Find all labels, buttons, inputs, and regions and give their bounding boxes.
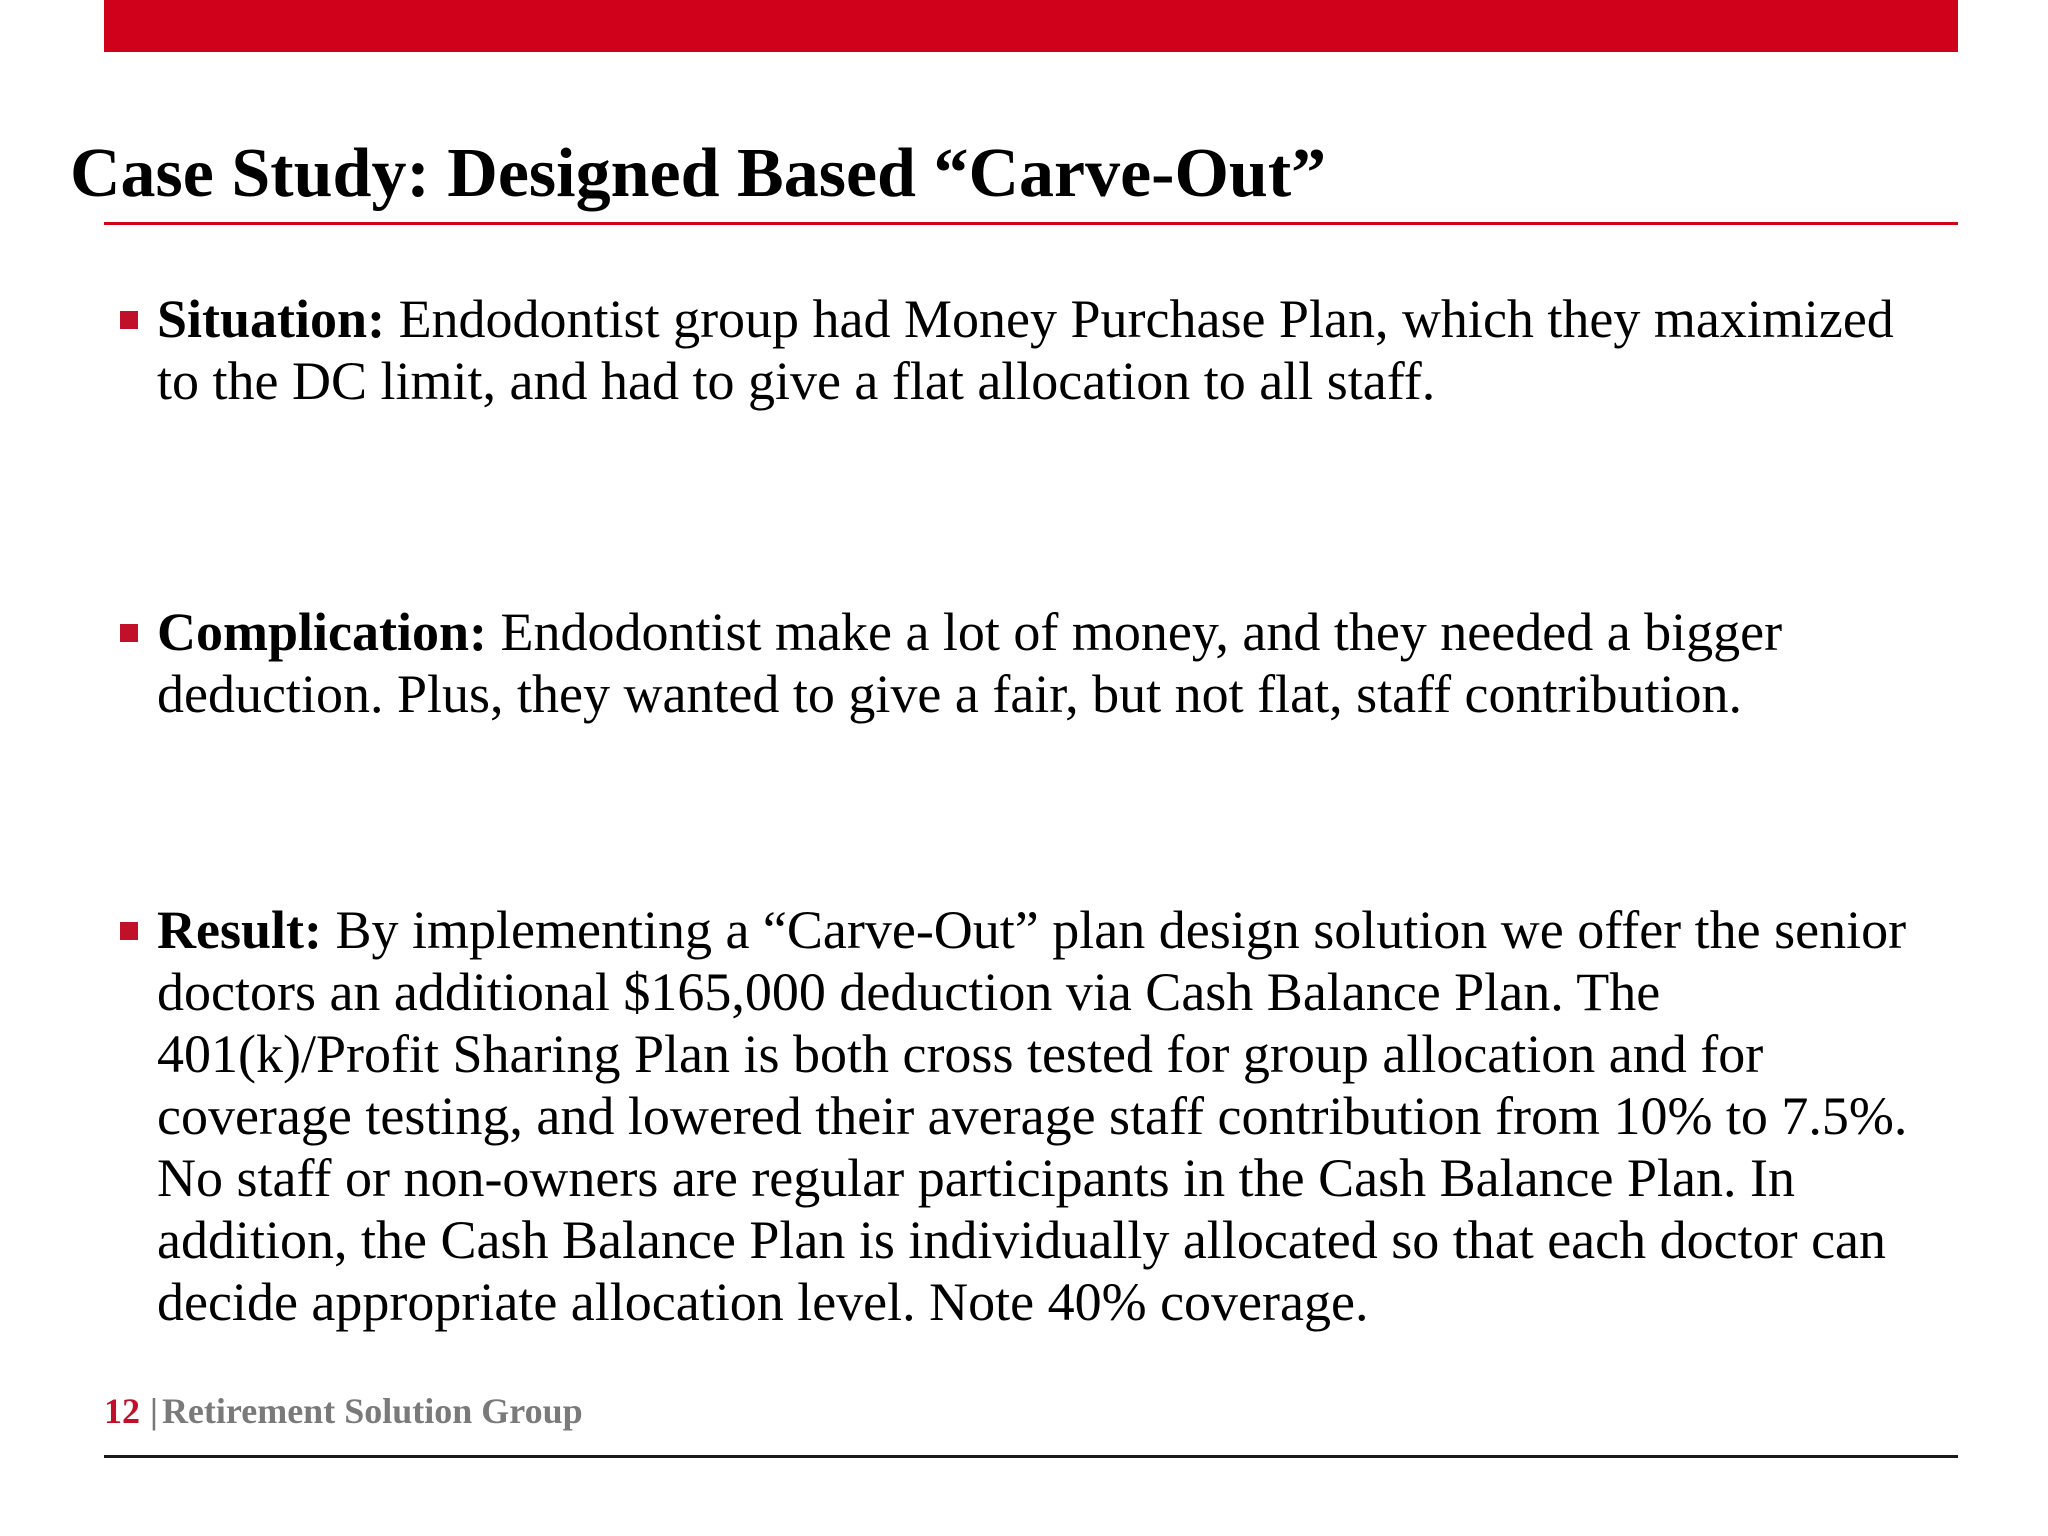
bullet-heading: Result: xyxy=(157,900,322,960)
organization-name: Retirement Solution Group xyxy=(161,1391,583,1431)
bullet-result xyxy=(120,899,1920,1333)
square-bullet-icon xyxy=(120,624,138,642)
bullet-heading: Situation: xyxy=(157,289,386,349)
footer-rule xyxy=(104,1455,1958,1458)
bullet-body: Endodontist group had Money Purchase Plan, which they maximized to the DC limit, and had to give a flat allocation to all staff. xyxy=(157,289,1894,411)
page-number: 12 xyxy=(104,1391,140,1431)
top-accent-bar xyxy=(104,0,1958,52)
bullet-body: Endodontist make a lot of money, and they needed a bigger deduction. Plus, they wanted to give a fair, but not flat, staff contribution. xyxy=(157,602,1783,724)
slide-footer xyxy=(104,1389,583,1433)
bullet-complication xyxy=(120,601,1920,725)
bullet-text xyxy=(157,899,1920,1333)
bullet-body: By implementing a “Carve-Out” plan design solution we offer the senior doctors an additional $165,000 deduction via Cash Balance Plan. The 401(k)/Profit Sharing Plan is both cross tested for group allocation and for coverage testing, and lowered their average staff contribution from 10% to 7.5%. No staff or non-owners are regular participants in the Cash Balance Plan. In addition, the Cash Balance Plan is individually allocated so that each doctor can decide appropriate allocation level. Note 40% coverage. xyxy=(157,900,1908,1332)
bullet-text xyxy=(157,601,1920,725)
bullet-situation xyxy=(120,288,1920,412)
square-bullet-icon xyxy=(120,311,138,329)
slide-title: Case Study: Designed Based “Carve-Out” xyxy=(70,135,1327,212)
bullet-heading: Complication: xyxy=(157,602,487,662)
title-underline xyxy=(104,222,1958,225)
square-bullet-icon xyxy=(120,922,138,940)
footer-separator: | xyxy=(150,1391,158,1431)
bullet-text xyxy=(157,288,1920,412)
